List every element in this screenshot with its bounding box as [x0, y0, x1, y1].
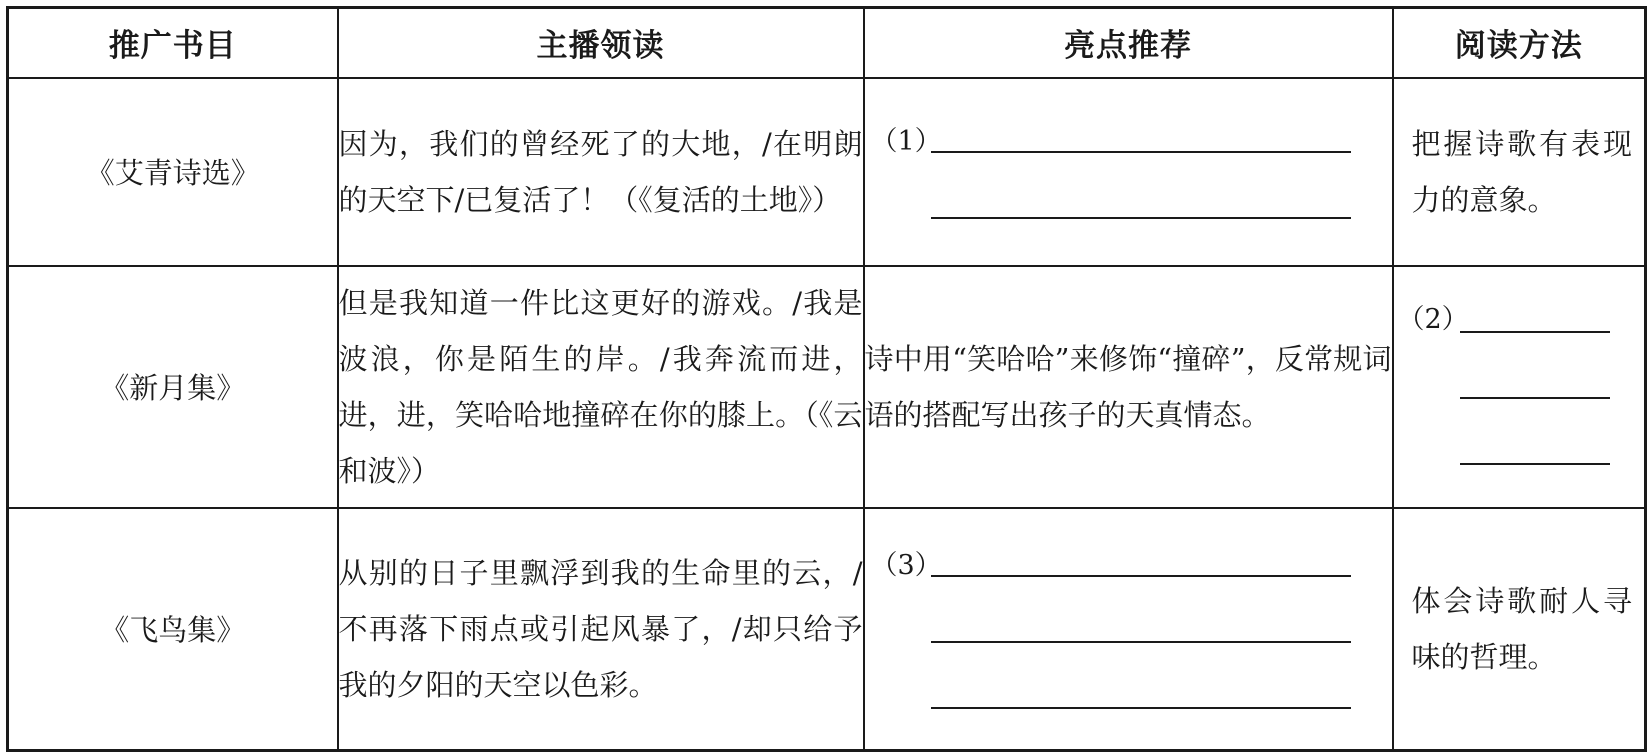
highlight-blank-cell[interactable] [864, 508, 1393, 751]
highlight-cell: 诗中用“笑哈哈”来修饰“撞碎”，反常规词语的搭配写出孩子的天真情态。 [864, 266, 1393, 508]
answer-line[interactable] [1460, 397, 1610, 399]
answer-line[interactable] [1460, 331, 1610, 333]
table-row [8, 78, 1646, 266]
blank-label-1: （1） [870, 125, 942, 157]
blank-label-2: （2） [1397, 303, 1469, 335]
host-reading-cell: 从别的日子里飘浮到我的生命里的云，/不再落下雨点或引起风暴了，/却只给予我的夕阳的天空以色彩。 [338, 508, 864, 751]
book-title-cell: 《新月集》 [8, 266, 338, 508]
table-row [8, 266, 1646, 508]
reading-method-blank-cell[interactable] [1393, 266, 1646, 508]
header-book-title: 推广书目 [8, 8, 338, 78]
book-title-cell: 《艾青诗选》 [8, 78, 338, 266]
book-title-cell: 《飞鸟集》 [8, 508, 338, 751]
answer-line[interactable] [1460, 463, 1610, 465]
reading-method-cell: 把握诗歌有表现力的意象。 [1393, 78, 1646, 266]
answer-line[interactable] [931, 707, 1351, 709]
header-highlight: 亮点推荐 [864, 8, 1393, 78]
table-row [8, 508, 1646, 751]
highlight-blank-cell[interactable] [864, 78, 1393, 266]
header-host-reading: 主播领读 [338, 8, 864, 78]
answer-line[interactable] [931, 217, 1351, 219]
table-header-row [8, 8, 1646, 78]
host-reading-cell: 但是我知道一件比这更好的游戏。/我是波浪，你是陌生的岸。/我奔流而进，进，进，笑哈哈地撞碎在你的膝上。（《云和波》） [338, 266, 864, 508]
answer-line[interactable] [931, 575, 1351, 577]
host-reading-cell: 因为，我们的曾经死了的大地，/在明朗的天空下/已复活了！（《复活的土地》） [338, 78, 864, 266]
header-reading-method: 阅读方法 [1393, 8, 1646, 78]
answer-line[interactable] [931, 641, 1351, 643]
blank-label-3: （3） [870, 549, 942, 581]
reading-method-cell: 体会诗歌耐人寻味的哲理。 [1393, 508, 1646, 751]
answer-line[interactable] [931, 151, 1351, 153]
book-recommendation-table [6, 6, 1647, 752]
